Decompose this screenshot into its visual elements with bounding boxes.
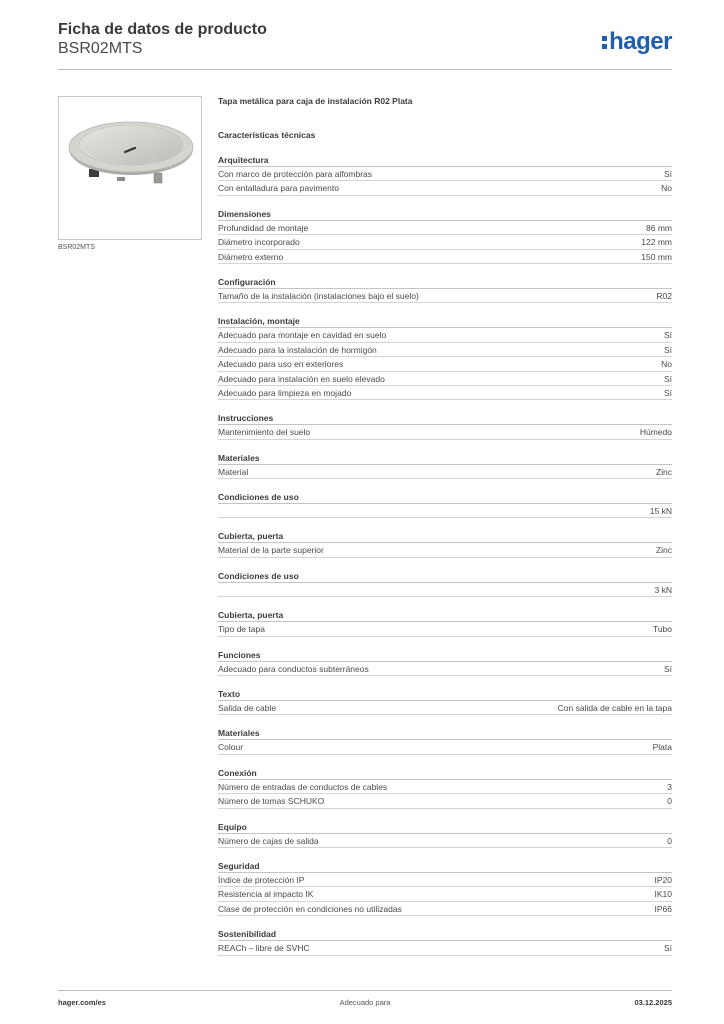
spec-value: 122 mm (641, 237, 672, 248)
spec-row (218, 740, 672, 754)
spec-label: Salida de cable (218, 703, 277, 714)
spec-group (218, 861, 672, 916)
spec-row (218, 343, 672, 357)
spec-label: Diámetro externo (218, 251, 284, 262)
spec-label: Adecuado para conductos subterráneos (218, 663, 369, 674)
spec-row (218, 465, 672, 479)
spec-group (218, 531, 672, 557)
spec-label: Colour (218, 742, 244, 753)
spec-row (218, 181, 672, 195)
spec-value: Sí (663, 663, 672, 674)
spec-row (218, 662, 672, 676)
spec-value: No (661, 359, 672, 370)
spec-row (218, 794, 672, 808)
spec-group-title: Seguridad (218, 861, 672, 873)
spec-value: Con salida de cable en la tapa (557, 703, 672, 714)
spec-label: Índice de protección IP (218, 874, 305, 885)
spec-value: IP20 (654, 874, 672, 885)
spec-group-title: Conexión (218, 768, 672, 780)
spec-value: Sí (663, 943, 672, 954)
footer-divider (58, 990, 672, 991)
spec-row (218, 504, 672, 518)
spec-row (218, 386, 672, 400)
spec-group (218, 277, 672, 303)
spec-label: Adecuado para montaje en cavidad en suelo (218, 330, 387, 341)
product-description: Tapa metálica para caja de instalación R02 Plata (218, 96, 413, 106)
spec-group-title: Funciones (218, 650, 672, 662)
footer-center-text: Adecuado para (339, 998, 391, 1007)
spec-value: 3 (667, 781, 672, 792)
footer-date: 03.12.2025 (634, 998, 672, 1007)
spec-label: Número de cajas de salida (218, 835, 319, 846)
hager-logo[interactable] (602, 28, 672, 56)
spec-group (218, 929, 672, 955)
spec-group (218, 650, 672, 676)
spec-label: Diámetro incorporado (218, 237, 300, 248)
product-code: BSR02MTS (58, 40, 143, 57)
spec-group (218, 316, 672, 400)
spec-value: Sí (663, 169, 672, 179)
spec-label: Profundidad de montaje (218, 222, 309, 233)
spec-label: Material (218, 466, 249, 477)
spec-row (218, 328, 672, 342)
spec-row (218, 425, 672, 439)
spec-label: Adecuado para instalación en suelo elevado (218, 373, 385, 384)
spec-group-title: Arquitectura (218, 155, 672, 167)
spec-group (218, 571, 672, 597)
header-divider (58, 69, 672, 70)
spec-row (218, 834, 672, 848)
spec-label: Mantenimiento del suelo (218, 427, 311, 438)
technical-characteristics-heading: Características técnicas (218, 130, 316, 140)
spec-label: Material de la parte superior (218, 545, 324, 556)
spec-label: Con marco de protección para alfombras (218, 169, 373, 179)
spec-row (218, 167, 672, 181)
spec-group (218, 610, 672, 636)
footer-website-link[interactable]: hager.com/es (58, 998, 106, 1007)
spec-group-title: Cubierta, puerta (218, 531, 672, 543)
spec-row (218, 873, 672, 887)
spec-value: Húmedo (639, 427, 672, 438)
spec-value: 86 mm (646, 222, 672, 233)
spec-row (218, 372, 672, 386)
spec-row (218, 543, 672, 557)
spec-label: REACh – libre de SVHC (218, 943, 310, 954)
spec-group-title: Condiciones de uso (218, 571, 672, 583)
spec-label: Adecuado para la instalación de hormigón (218, 344, 377, 355)
spec-value: Plata (652, 742, 672, 753)
logo-dots-icon (602, 33, 607, 52)
spec-group (218, 492, 672, 518)
spec-label: Número de tomas SCHUKO (218, 796, 325, 807)
spec-value: 0 (667, 796, 672, 807)
spec-row (218, 887, 672, 901)
logo-text: hager (609, 28, 672, 55)
spec-value: Sí (663, 387, 672, 398)
spec-row (218, 289, 672, 303)
spec-label: Con entalladura para pavimento (218, 183, 339, 194)
spec-row (218, 941, 672, 955)
spec-value: Sí (663, 373, 672, 384)
spec-group (218, 689, 672, 715)
spec-row (218, 902, 672, 916)
spec-value: Zinc (655, 545, 672, 556)
spec-label: Resistencia al impacto IK (218, 889, 314, 900)
spec-value: 3 kN (654, 584, 672, 595)
spec-value: No (661, 183, 672, 194)
spec-groups (218, 155, 672, 956)
datasheet-content (218, 96, 672, 956)
spec-value: IK10 (654, 889, 672, 900)
spec-row (218, 221, 672, 235)
spec-value: 150 mm (641, 251, 672, 262)
spec-group-title: Equipo (218, 822, 672, 834)
page-header (58, 20, 672, 70)
spec-label: Número de entradas de conductos de cables (218, 781, 388, 792)
spec-group-title: Materiales (218, 728, 672, 740)
spec-group (218, 822, 672, 848)
spec-group-title: Materiales (218, 453, 672, 465)
spec-label: Adecuado para limpieza en mojado (218, 387, 352, 398)
spec-value: 15 kN (649, 506, 672, 517)
spec-row (218, 357, 672, 371)
spec-row (218, 701, 672, 715)
spec-group (218, 209, 672, 264)
spec-group-title: Sostenibilidad (218, 929, 672, 941)
spec-group-title: Condiciones de uso (218, 492, 672, 504)
spec-group (218, 768, 672, 809)
spec-label: Tamaño de la instalación (instalaciones bajo el suelo) (218, 290, 419, 301)
spec-label: Clase de protección en condiciones no utilizadas (218, 903, 402, 914)
spec-value: Tubo (652, 624, 672, 635)
spec-label: Tipo de tapa (218, 624, 265, 635)
document-title: Ficha de datos de producto (58, 21, 267, 38)
spec-row (218, 622, 672, 636)
spec-row (218, 780, 672, 794)
spec-group-title: Instrucciones (218, 413, 672, 425)
spec-row (218, 583, 672, 597)
product-image (58, 96, 202, 240)
spec-group-title: Texto (218, 689, 672, 701)
spec-group-title: Cubierta, puerta (218, 610, 672, 622)
image-caption: BSR02MTS (58, 244, 95, 251)
spec-group (218, 728, 672, 754)
spec-value: 0 (667, 835, 672, 846)
spec-row (218, 235, 672, 249)
spec-group (218, 155, 672, 196)
spec-group (218, 413, 672, 439)
spec-group-title: Dimensiones (218, 209, 672, 221)
spec-row (218, 250, 672, 264)
spec-value: R02 (656, 290, 672, 301)
spec-value: IP66 (654, 903, 672, 914)
spec-group-title: Configuración (218, 277, 672, 289)
spec-group (218, 453, 672, 479)
spec-label: Adecuado para uso en exteriores (218, 359, 344, 370)
floor-box-cover-icon (59, 97, 201, 239)
page-footer (58, 998, 672, 1010)
spec-value: Sí (663, 330, 672, 341)
spec-value: Sí (663, 344, 672, 355)
spec-value: Zinc (655, 466, 672, 477)
spec-group-title: Instalación, montaje (218, 316, 672, 328)
